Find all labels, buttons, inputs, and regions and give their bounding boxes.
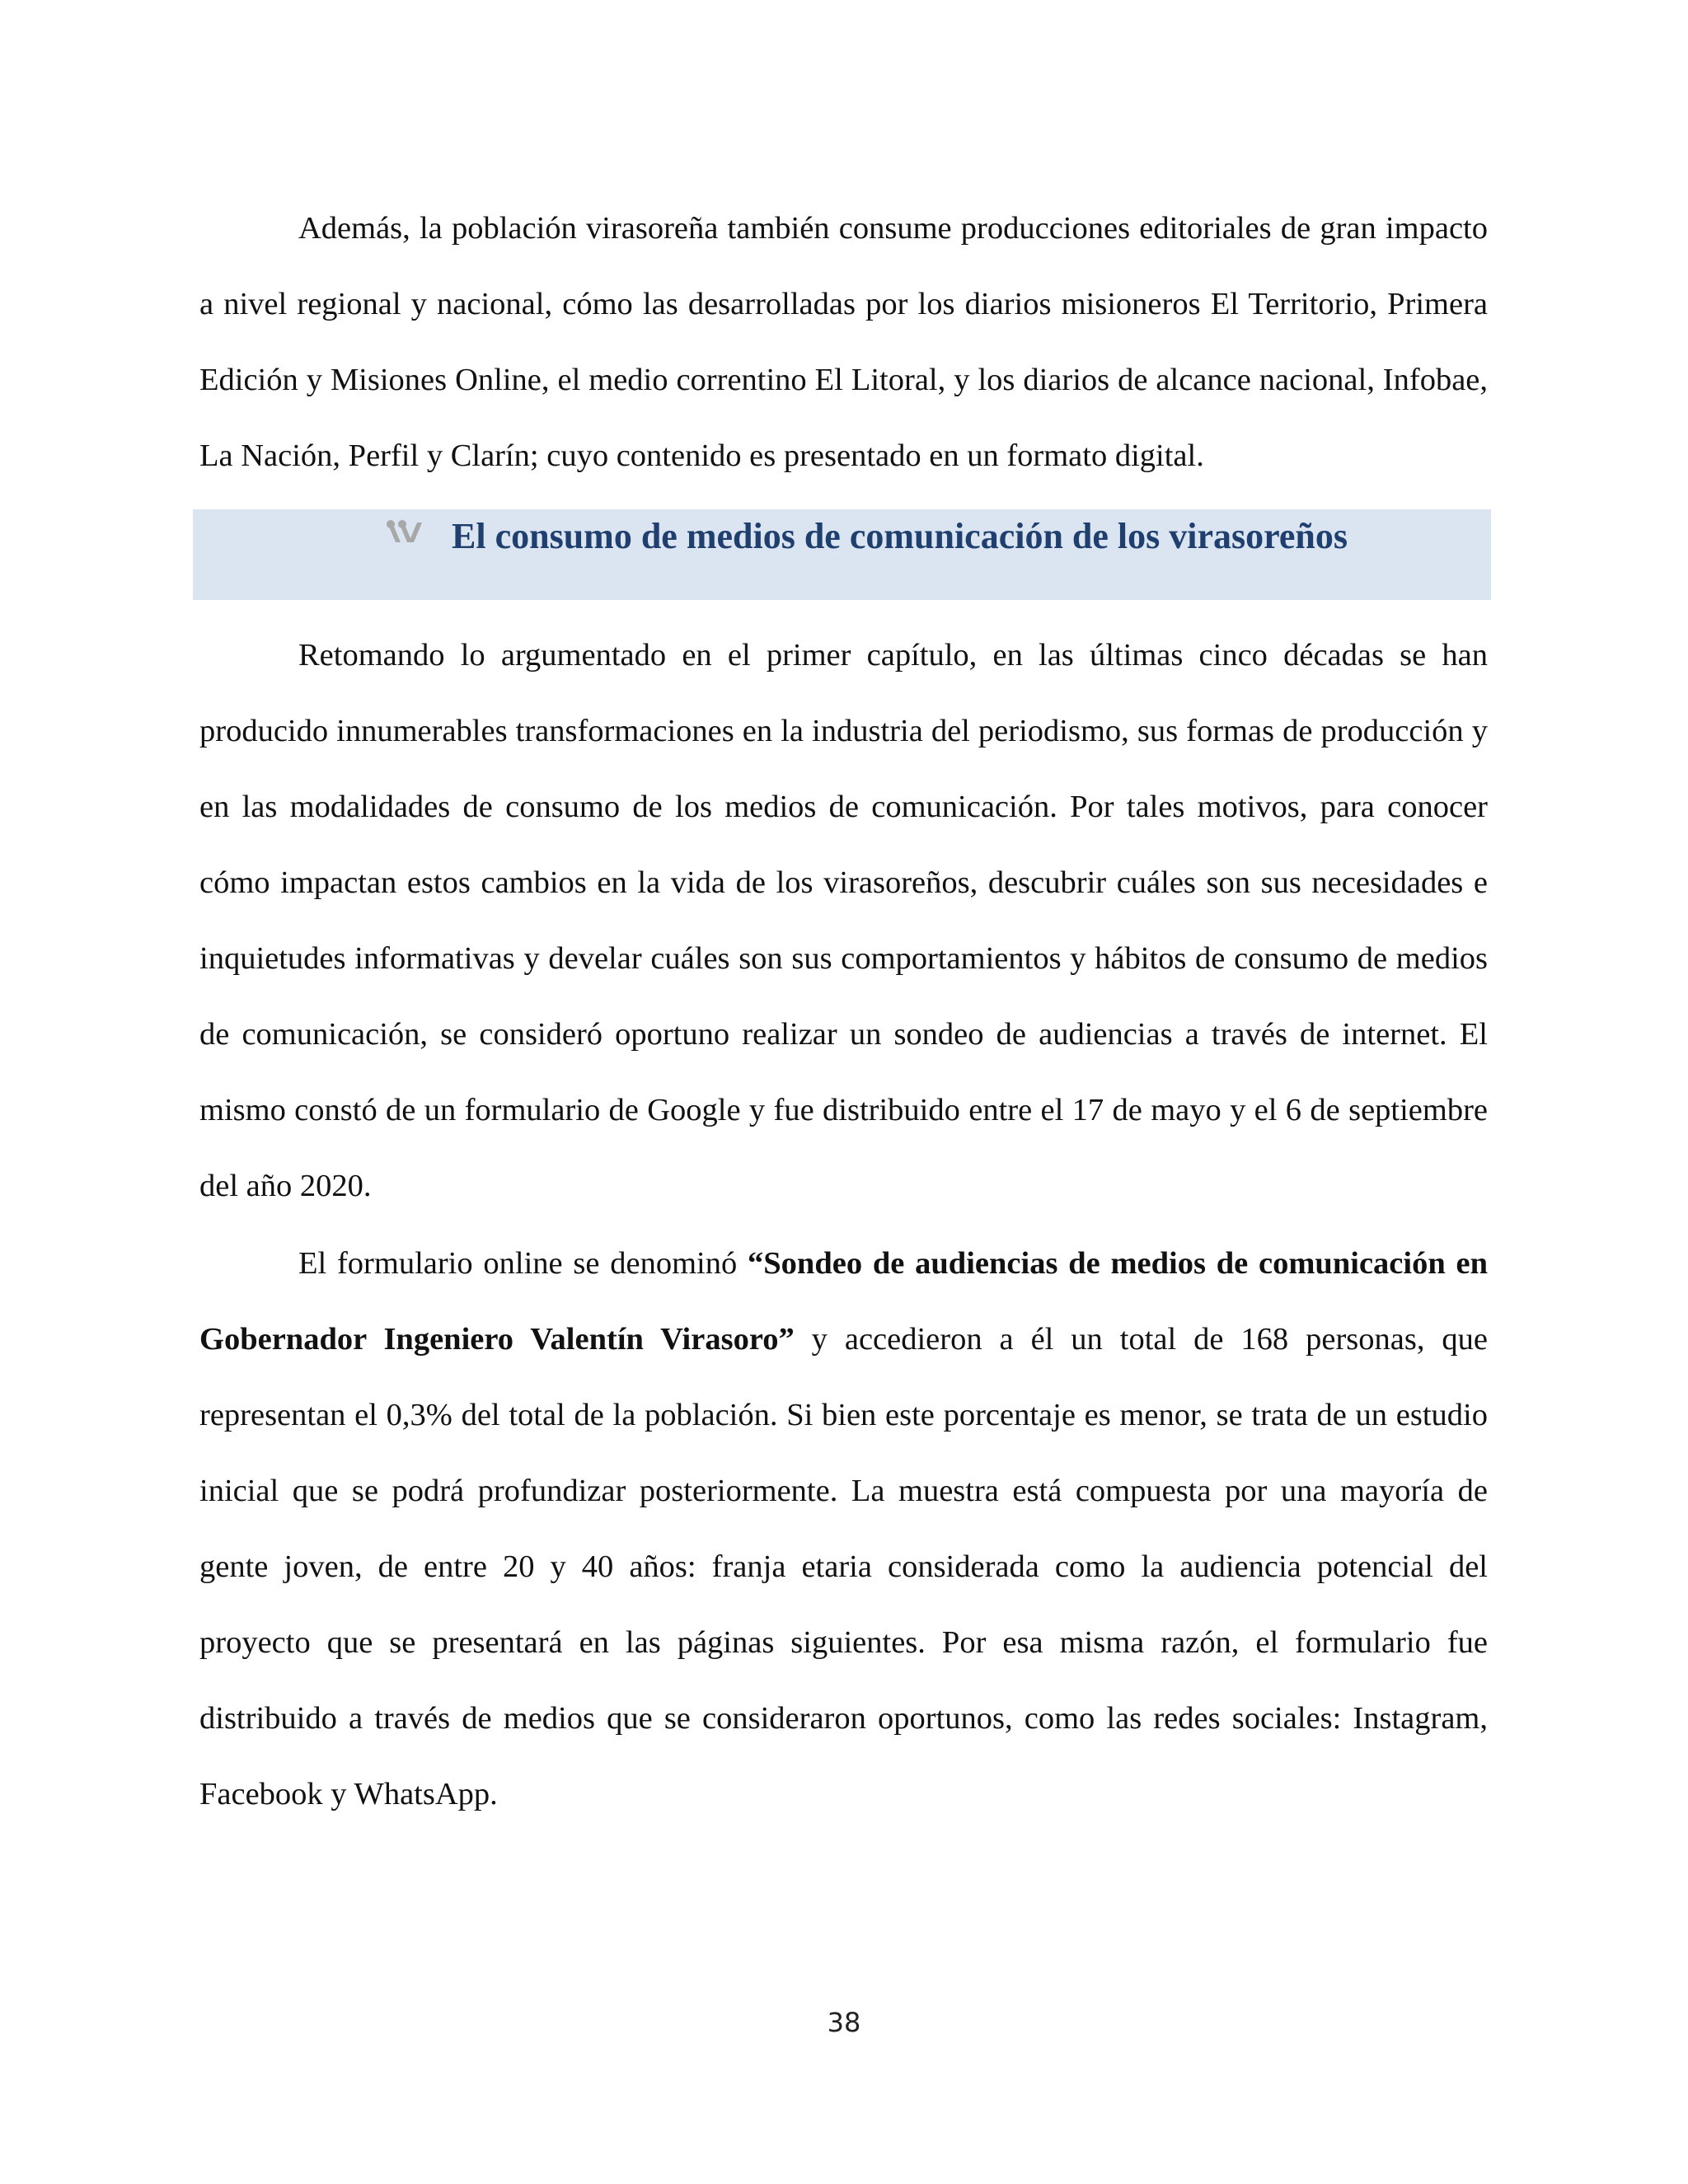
body-paragraph-2: Retomando lo argumentado en el primer capítulo, en las últimas cinco décadas se han producido innumerables transformaciones en la industria del periodismo, sus formas de producción y en las modalidades de consumo de los medios de comunicación. Por tales motivos, para conocer cómo impactan estos cambios en la vida de los virasoreños, descubrir cuáles son sus necesidades e inquietudes informativas y develar cuáles son sus comportamientos y hábitos de consumo de medios de comunicación, se consideró oportuno realizar un sondeo de audiencias a través de internet. El mismo constó de un formulario de Google y fue distribuido entre el 17 de mayo y el 6 de septiembre del año 2020. <box>199 638 1488 1203</box>
double-stroke-logo-icon <box>384 518 427 546</box>
section-title: El consumo de medios de comunicación de los virasoreños <box>452 516 1348 556</box>
body-paragraph-3 <box>199 1226 1488 1832</box>
body-paragraph-1: Además, la población virasoreña también consume producciones editoriales de gran impacto a nivel regional y nacional, cómo las desarrolladas por los diarios misioneros El Territorio, Primera Edición y Misiones Online, el medio correntino El Litoral, y los diarios de alcance nacional, Infobae, La Nación, Perfil y Clarín; cuyo contenido es presentado en un formato digital. <box>199 211 1488 473</box>
paragraph-3-lead: El formulario online se denominó <box>298 1246 748 1281</box>
page-number: 38 <box>827 2007 861 2038</box>
paragraph-3-rest: y accedieron a él un total de 168 personas, que representan el 0,3% del total de la población. Si bien este porcentaje es menor, se trata de un estudio inicial que se podrá profundizar posteriormente. La muestra está compuesta por una mayoría de gente joven, de entre 20 y 40 años: franja etaria considerada como la audiencia potencial del proyecto que se presentará en las páginas siguientes. Por esa misma razón, el formulario fue distribuido a través de medios que se consideraron oportunos, como las redes sociales: Instagram, Facebook y WhatsApp. <box>199 1322 1488 1811</box>
survey-name: “Sondeo de audiencias de medios de comunicación en Gobernador Ingeniero Valentín Virasoro” <box>199 1246 1489 1357</box>
